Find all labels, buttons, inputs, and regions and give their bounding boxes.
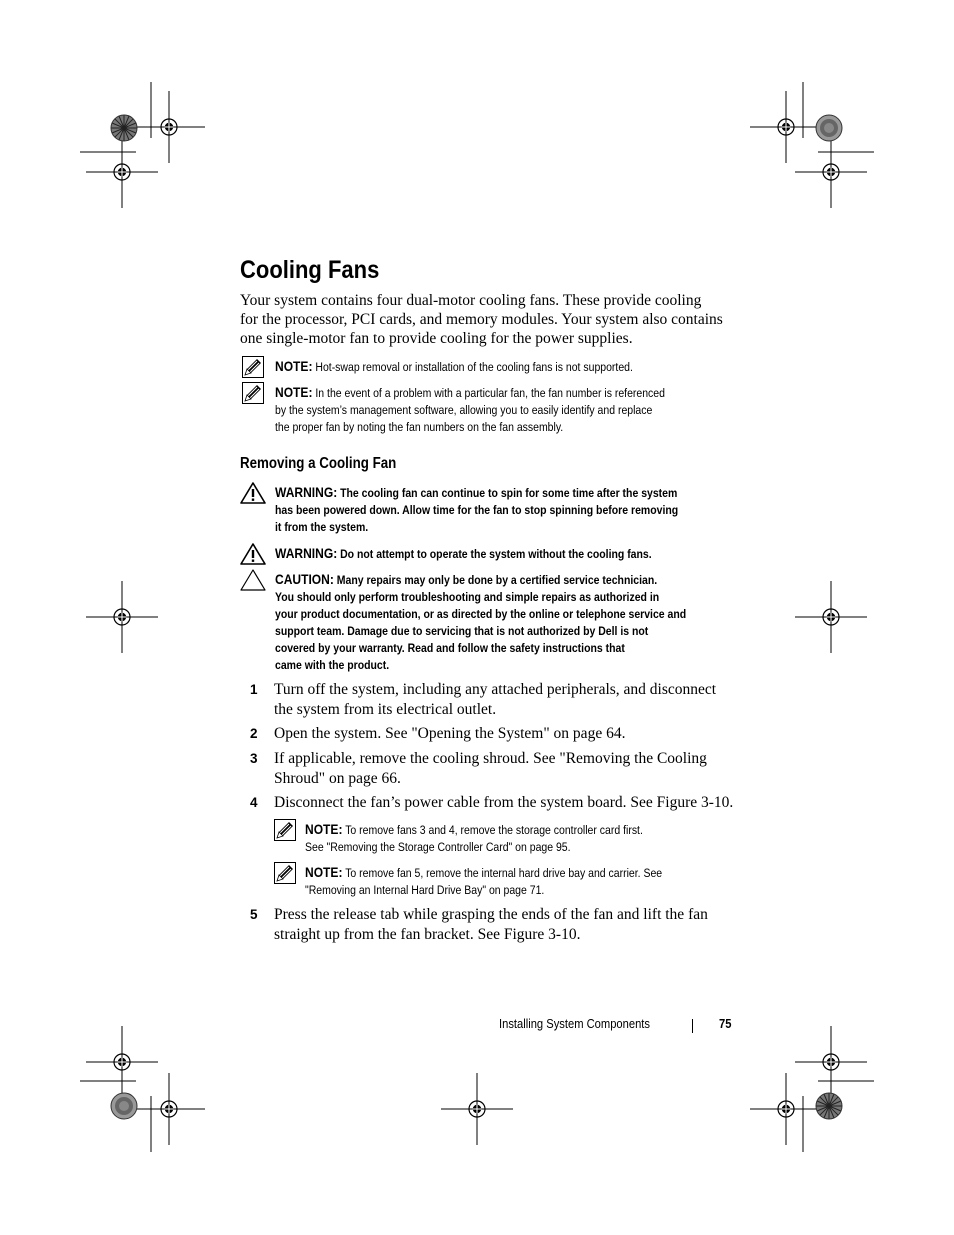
caution-repairs: CAUTION: Many repairs may only be done by a certified service technician. You should only perform troubleshooting and simple repairs as authorized in your product documentation, or as directed by the online or telephone service and support team. Damage due to servicing that is not authorized by Dell is not covered by your warranty. Read and follow the safety instructions that came with the product. <box>240 569 740 677</box>
pencil-note-icon <box>274 819 296 841</box>
intro-paragraph: Your system contains four dual-motor cooling fans. These provide cooling for the processor, PCI cards, and memory modules. Your system also contains one single-motor fan to provide cooling for the power supplies. <box>240 292 723 347</box>
pencil-note-icon <box>274 862 296 884</box>
footer-divider <box>692 1019 693 1033</box>
page-number: 75 <box>719 1016 732 1031</box>
warning-triangle-icon <box>240 482 266 504</box>
warning-triangle-icon <box>240 543 266 565</box>
note-fan-number: NOTE: In the event of a problem with a particular fan, the fan number is referenced by the system’s management software, allowing you to easily identify and replace the proper fan by noting the fan numbers on the fan assembly. <box>242 382 742 438</box>
page-title: Cooling Fans <box>240 256 380 284</box>
pencil-note-icon <box>242 382 264 404</box>
note-hot-swap: NOTE: Hot-swap removal or installation of the cooling fans is not supported. <box>242 356 742 378</box>
pencil-note-icon <box>242 356 264 378</box>
footer-section-title: Installing System Components <box>499 1016 651 1031</box>
warning-fan-spin: WARNING: The cooling fan can continue to spin for some time after the system has been powered down. Allow time for the fan to stop spinning before removing it from the system. <box>240 482 740 538</box>
note-fan-5: NOTE: To remove fan 5, remove the internal hard drive bay and carrier. See "Removing an Internal Hard Drive Bay" on page 71. <box>274 862 744 902</box>
caution-triangle-icon <box>240 569 266 591</box>
warning-operate: WARNING: Do not attempt to operate the system without the cooling fans. <box>240 543 740 565</box>
note-fans-3-4: NOTE: To remove fans 3 and 4, remove the storage controller card first. See "Removing the Storage Controller Card" on page 95. <box>274 819 744 859</box>
section-heading: Removing a Cooling Fan <box>240 455 397 472</box>
